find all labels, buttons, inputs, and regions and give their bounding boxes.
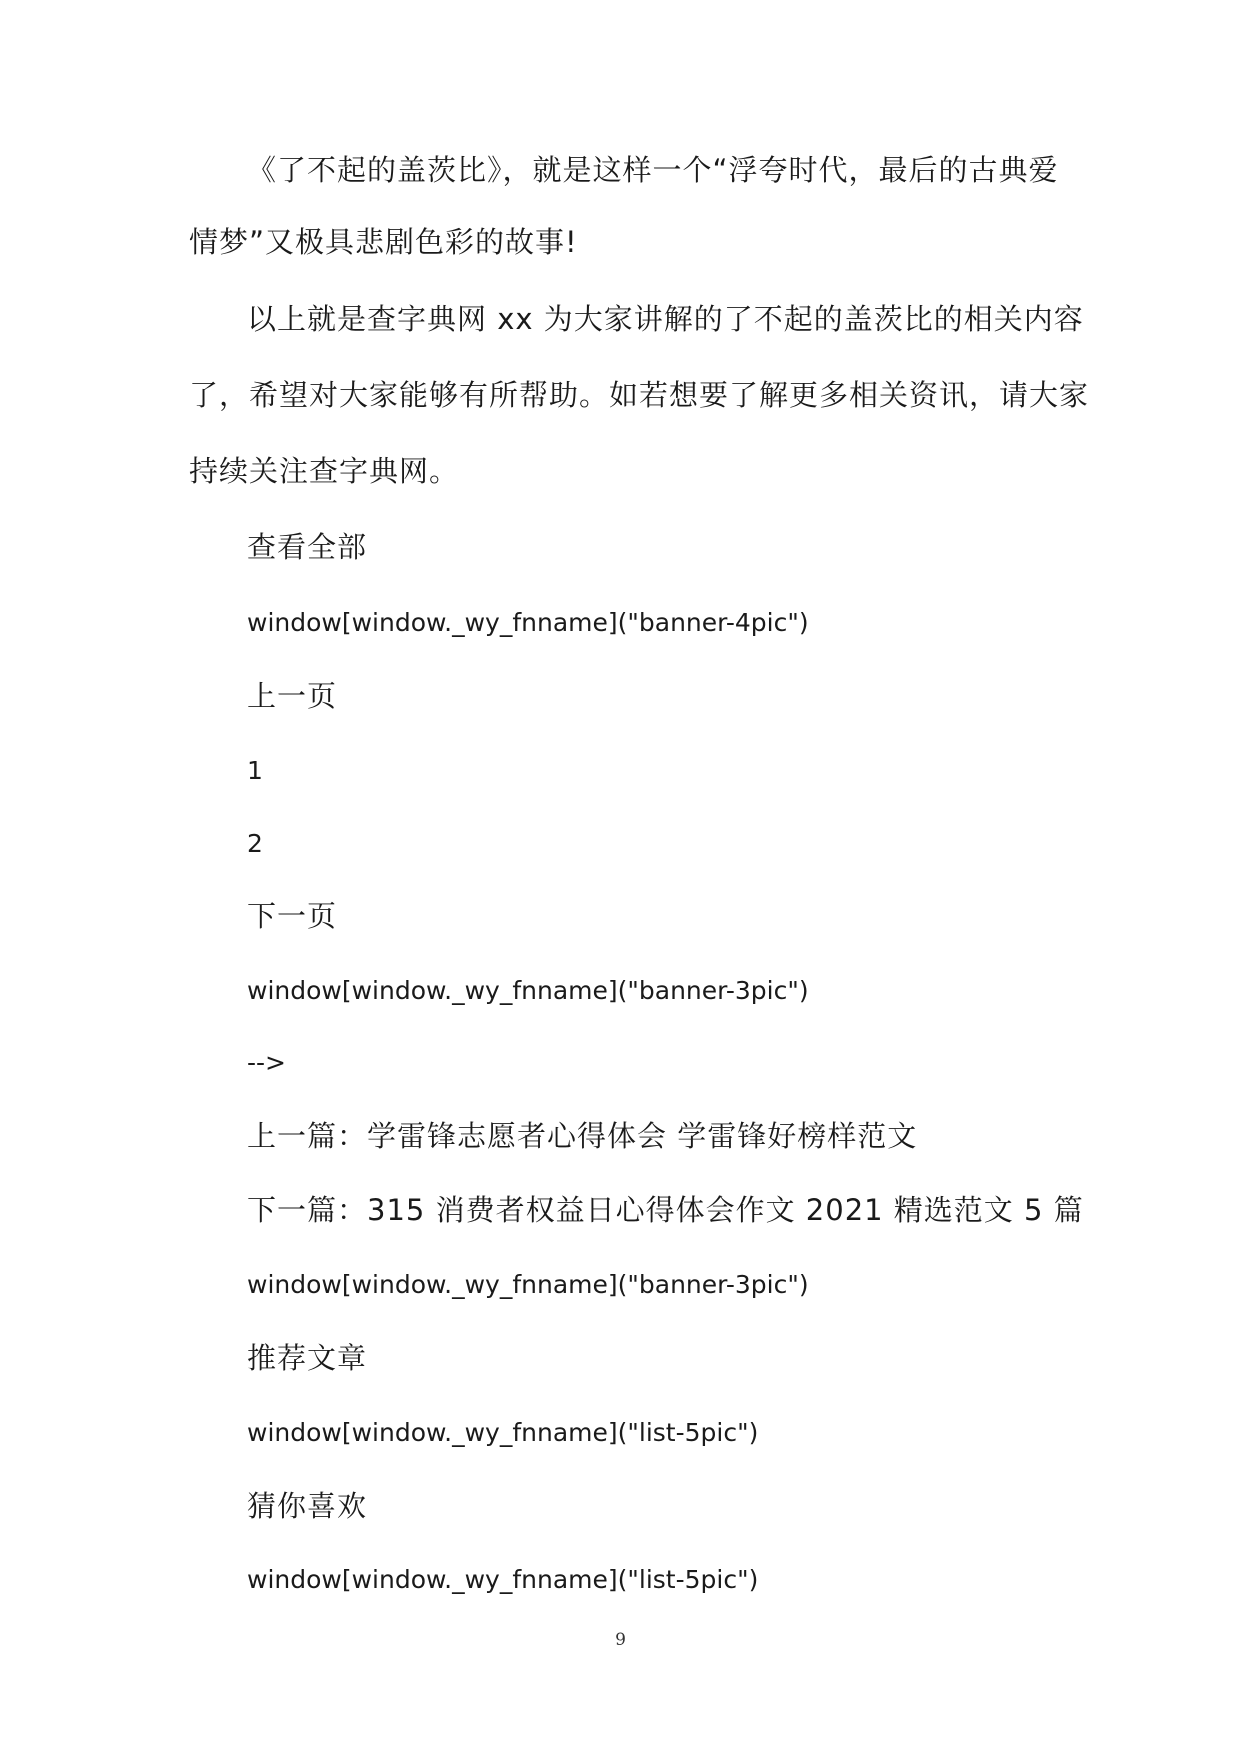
page-number: 9 [615,1630,626,1650]
page-link-2[interactable]: 2 [247,829,263,858]
recommended-heading: 推荐文章 [247,1341,368,1375]
view-all-link[interactable]: 查看全部 [247,530,368,564]
comment-end-text: --> [247,1048,286,1077]
next-article-link[interactable]: 下一篇：315 消费者权益日心得体会作文 2021 精选范文 5 篇 [247,1193,1084,1227]
script-text: window[window._wy_fnname]("list-5pic") [247,1565,759,1594]
paragraph-line: 持续关注查字典网。 [189,454,460,488]
script-text: window[window._wy_fnname]("list-5pic") [247,1418,759,1447]
script-text: window[window._wy_fnname]("banner-3pic") [247,1270,809,1299]
script-text: window[window._wy_fnname]("banner-4pic") [247,608,809,637]
prev-article-link[interactable]: 上一篇：学雷锋志愿者心得体会 学雷锋好榜样范文 [247,1119,918,1153]
paragraph-line: 情梦”又极具悲剧色彩的故事! [189,225,578,259]
guess-you-like-heading: 猜你喜欢 [247,1489,368,1523]
prev-page-link[interactable]: 上一页 [247,679,338,713]
paragraph-line: 了，希望对大家能够有所帮助。如若想要了解更多相关资讯，请大家 [189,378,1090,412]
next-page-link[interactable]: 下一页 [247,899,338,933]
paragraph-line: 《了不起的盖茨比》，就是这样一个“浮夸时代，最后的古典爱 [247,153,1059,187]
paragraph-line: 以上就是查字典网 xx 为大家讲解的了不起的盖茨比的相关内容 [247,302,1084,336]
page-link-1[interactable]: 1 [247,756,263,785]
script-text: window[window._wy_fnname]("banner-3pic") [247,976,809,1005]
